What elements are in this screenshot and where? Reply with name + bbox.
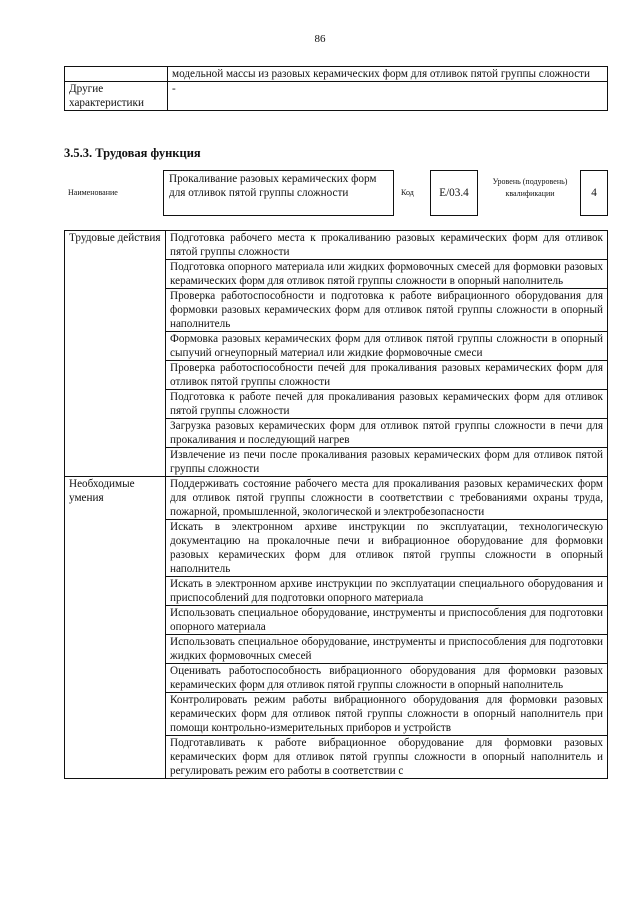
labor-action-item: Формовка разовых керамических форм для отливок пятой группы сложности в опорный сыпучий огнеупорный материал или жидкие формовочные смеси [166,332,608,361]
labor-action-item: Извлечение из печи после прокаливания разовых керамических форм для отливок пятой группы сложности [166,448,608,477]
function-table [64,230,608,779]
required-skills-label: Необходимые умения [65,477,166,779]
page-number: 86 [314,33,326,45]
section-heading: 3.5.3. Трудовая функция [64,146,201,160]
labor-action-item: Проверка работоспособности и подготовка к работе вибрационного оборудования для формовки разовых керамических форм для отливок пятой группы сложности в опорный наполнитель [166,289,608,332]
skill-item: Искать в электронном архиве инструкции по эксплуатации, технологическую документацию на прокалочные печи и вибрационное оборудование для формовки разовых керамических форм для отливок пятой группы сложности в опорный наполнитель [166,520,608,577]
table-row [65,67,608,82]
name-label: Наименование [68,188,118,197]
level-label: Уровень (подуровень) квалификации [492,177,568,198]
other-characteristics-label: Другие характеристики [65,82,168,111]
skill-item: Подготавливать к работе вибрационное оборудование для формовки разовых керамических форм для отливок пятой группы сложности в опорный наполнитель и регулировать режим его работы в соответствии с [166,736,608,779]
continuation-table [64,66,608,111]
table-row [65,231,608,260]
continuation-text: модельной массы из разовых керамических форм для отливок пятой группы сложности [168,67,608,82]
labor-actions-label: Трудовые действия [65,231,166,477]
labor-action-item: Подготовка опорного материала или жидких формовочных смесей для формовки разовых керамических форм для отливок пятой группы сложности в опорный наполнитель [166,260,608,289]
skill-item: Использовать специальное оборудование, инструменты и приспособления для подготовки опорного материала [166,606,608,635]
empty-cell [65,67,168,82]
skill-item: Использовать специальное оборудование, инструменты и приспособления для подготовки жидких формовочных смесей [166,635,608,664]
function-name: Прокаливание разовых керамических форм для отливок пятой группы сложности [163,170,394,216]
other-characteristics-value: - [168,82,608,111]
skill-item: Контролировать режим работы вибрационного оборудования для формовки разовых керамических форм для отливок пятой группы сложности в опорный наполнитель при помощи контрольно-измерительных приборов и устройств [166,693,608,736]
code-label: Код [401,188,414,197]
labor-action-item: Загрузка разовых керамических форм для отливок пятой группы сложности в печи для прокаливания и последующий нагрев [166,419,608,448]
skill-item: Поддерживать состояние рабочего места для прокаливания разовых керамических форм для отливок пятой группы сложности в соответствии с требованиями охраны труда, пожарной, промышленной, экологической и электробезопасности [166,477,608,520]
skill-item: Оценивать работоспособность вибрационного оборудования для формовки разовых керамических форм для отливок пятой группы сложности в опорный наполнитель [166,664,608,693]
qualification-level: 4 [580,170,608,216]
labor-action-item: Подготовка рабочего места к прокаливанию разовых керамических форм для отливок пятой группы сложности [166,231,608,260]
function-code: E/03.4 [430,170,478,216]
skill-item: Искать в электронном архиве инструкции по эксплуатации специального оборудования и приспособлений для подготовки опорного материала [166,577,608,606]
labor-action-item: Подготовка к работе печей для прокаливания разовых керамических форм для отливок пятой группы сложности [166,390,608,419]
table-row [65,477,608,520]
labor-action-item: Проверка работоспособности печей для прокаливания разовых керамических форм для отливок пятой группы сложности [166,361,608,390]
table-row [65,82,608,111]
